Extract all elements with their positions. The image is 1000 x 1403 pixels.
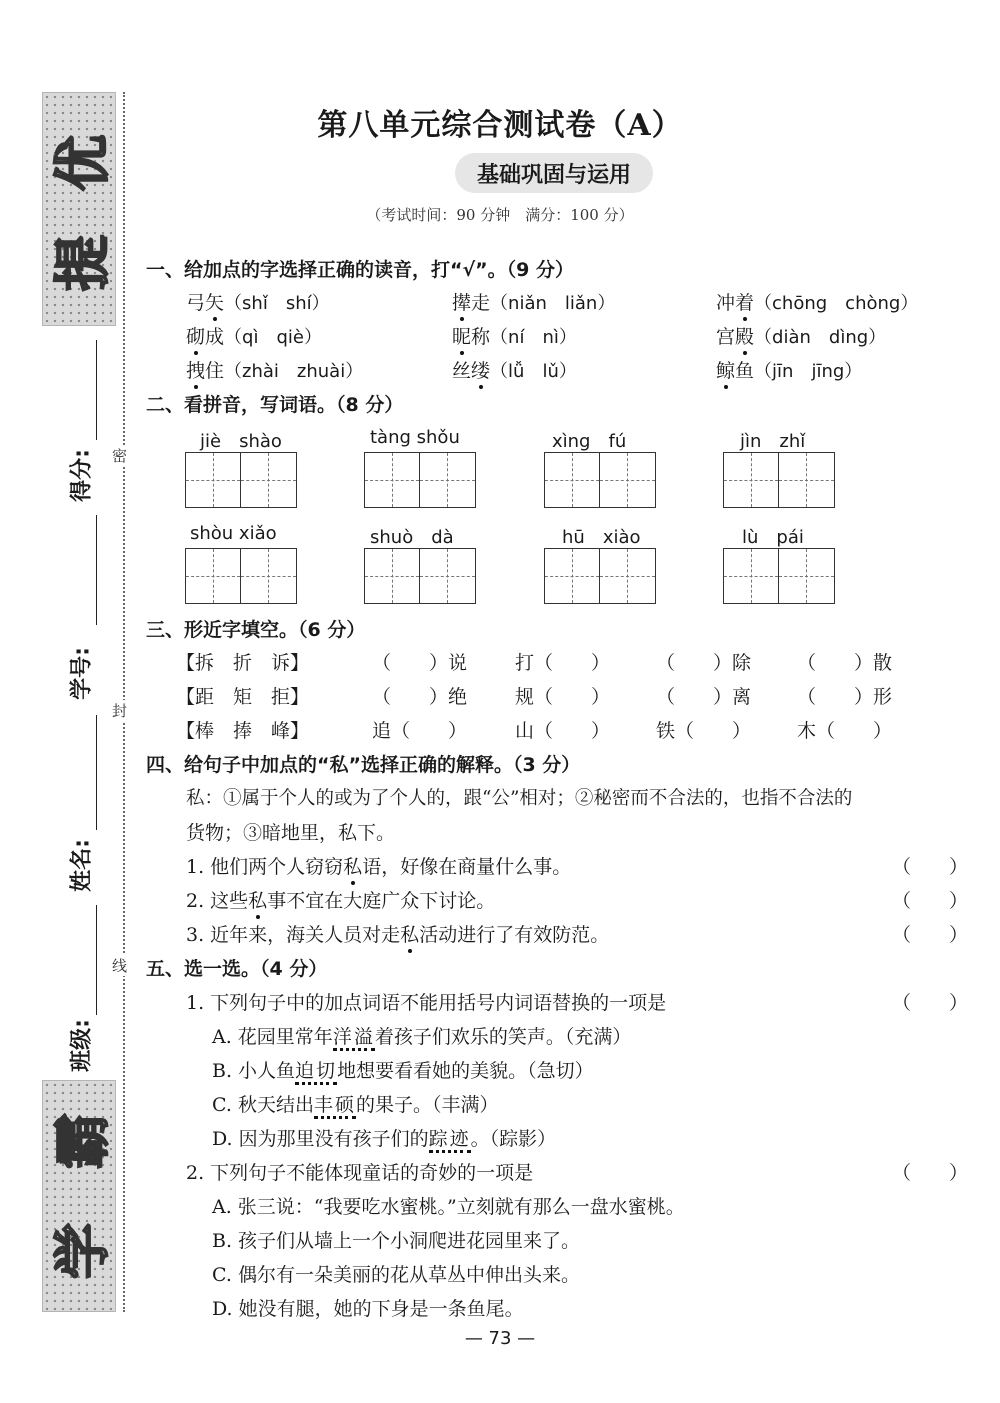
q4-definition-line-1: 私：①属于个人的或为了个人的，跟“公”相对；②秘密而不合法的，也指不合法的 bbox=[186, 788, 853, 809]
exam-time-info: （考试时间：90 分钟 满分：100 分） bbox=[366, 206, 634, 224]
brand-char-you: 优 bbox=[51, 135, 116, 191]
score-label: 得分: bbox=[69, 449, 95, 502]
q5-question-1: 1. 下列句子中的加点词语不能用括号内词语替换的一项是 bbox=[186, 992, 667, 1014]
q2-pinyin-2: tàng shǒu bbox=[370, 427, 460, 448]
writing-grid-4[interactable] bbox=[723, 452, 835, 508]
q3-blank-3-1[interactable]: 追（ ） bbox=[372, 720, 468, 742]
q5-1-option-c: C. 秋天结出丰硕的果子。（丰满） bbox=[212, 1090, 498, 1117]
q2-pinyin-6: shuò dà bbox=[370, 527, 454, 548]
q5-2-option-a: A. 张三说：“我要吃水蜜桃。”立刻就有那么一盘水蜜桃。 bbox=[212, 1196, 685, 1218]
q3-blank-2-4[interactable]: （ ）形 bbox=[797, 686, 893, 708]
q5-1-option-a: A. 花园里常年洋溢着孩子们欢乐的笑声。（充满） bbox=[212, 1022, 631, 1049]
q3-blank-3-3[interactable]: 铁（ ） bbox=[656, 720, 752, 742]
seal-char-mi: 密 bbox=[112, 447, 128, 465]
q1-heading: 一、给加点的字选择正确的读音，打“√”。（9 分） bbox=[146, 259, 574, 281]
brand-box-bottom bbox=[42, 1080, 116, 1312]
q3-blank-1-3[interactable]: （ ）除 bbox=[656, 652, 752, 674]
q5-2-option-d: D. 她没有腿，她的下身是一条鱼尾。 bbox=[212, 1298, 524, 1320]
brand-char-xue: 学 bbox=[51, 1223, 116, 1279]
page-number: — 73 — bbox=[464, 1328, 536, 1349]
page-title: 第八单元综合测试卷（A） bbox=[317, 108, 683, 143]
q1-item-2: 撵走（niǎn liǎn） bbox=[452, 292, 616, 314]
q3-blank-2-2[interactable]: 规（ ） bbox=[515, 686, 611, 708]
q2-heading: 二、看拼音，写词语。（8 分） bbox=[146, 394, 404, 416]
q3-blank-1-4[interactable]: （ ）散 bbox=[797, 652, 893, 674]
writing-grid-2[interactable] bbox=[364, 452, 476, 508]
q2-pinyin-1: jiè shào bbox=[200, 431, 282, 452]
q3-blank-3-2[interactable]: 山（ ） bbox=[515, 720, 611, 742]
q3-blank-2-1[interactable]: （ ）绝 bbox=[372, 686, 468, 708]
q3-heading: 三、形近字填空。（6 分） bbox=[146, 619, 366, 641]
q3-blank-3-4[interactable]: 木（ ） bbox=[797, 720, 893, 742]
side-rule-1 bbox=[96, 340, 97, 440]
q2-pinyin-8: lù pái bbox=[742, 527, 804, 548]
side-rule-3 bbox=[96, 715, 97, 830]
q5-answer-1[interactable]: （ ） bbox=[892, 992, 969, 1014]
q1-item-7: 拽住（zhài zhuài） bbox=[186, 360, 364, 382]
q4-answer-3[interactable]: （ ） bbox=[892, 924, 969, 946]
q1-item-4: 砌成（qì qiè） bbox=[186, 326, 322, 348]
student-id-label: 学号: bbox=[69, 647, 95, 700]
q4-sentence-1: 1. 他们两个人窃窃私语，好像在商量什么事。 bbox=[186, 856, 572, 878]
seal-char-feng: 封 bbox=[112, 702, 128, 720]
q1-item-3: 冲着（chōng chòng） bbox=[716, 292, 919, 314]
q1-item-5: 昵称（ní nì） bbox=[452, 326, 577, 348]
writing-grid-5[interactable] bbox=[185, 548, 297, 604]
brand-char-ba: 霸 bbox=[51, 1113, 116, 1169]
q4-heading: 四、给句子中加点的“私”选择正确的解释。（3 分） bbox=[146, 754, 581, 776]
brand-char-ti: 提 bbox=[51, 235, 116, 291]
writing-grid-6[interactable] bbox=[364, 548, 476, 604]
q3-blank-1-2[interactable]: 打（ ） bbox=[515, 652, 611, 674]
writing-grid-8[interactable] bbox=[723, 548, 835, 604]
class-label: 班级: bbox=[69, 1019, 95, 1072]
writing-grid-3[interactable] bbox=[544, 452, 656, 508]
seal-char-xian: 线 bbox=[112, 957, 128, 975]
q4-definition-line-2: 货物；③暗地里，私下。 bbox=[186, 822, 396, 844]
q4-sentence-3: 3. 近年来，海关人员对走私活动进行了有效防范。 bbox=[186, 924, 610, 946]
q3-group-3: 【棒 捧 峰】 bbox=[176, 720, 310, 742]
q1-item-1: 弓矢（shǐ shí） bbox=[186, 292, 330, 314]
q1-item-9: 鲸鱼（jīn jīng） bbox=[716, 360, 863, 382]
q2-pinyin-5: shòu xiǎo bbox=[190, 523, 277, 544]
q1-item-6: 宫殿（diàn dìng） bbox=[716, 326, 887, 348]
q5-heading: 五、选一选。（4 分） bbox=[146, 958, 328, 980]
q4-sentence-2: 2. 这些私事不宜在大庭广众下讨论。 bbox=[186, 890, 496, 912]
q5-answer-2[interactable]: （ ） bbox=[892, 1162, 969, 1184]
q3-blank-2-3[interactable]: （ ）离 bbox=[656, 686, 752, 708]
q5-1-option-d: D. 因为那里没有孩子们的踪迹。（踪影） bbox=[212, 1124, 556, 1151]
q3-group-1: 【拆 折 诉】 bbox=[176, 652, 310, 674]
name-label: 姓名: bbox=[69, 839, 95, 892]
side-rule-2 bbox=[96, 515, 97, 625]
q2-pinyin-4: jìn zhǐ bbox=[740, 431, 806, 452]
q4-answer-1[interactable]: （ ） bbox=[892, 856, 969, 878]
q4-answer-2[interactable]: （ ） bbox=[892, 890, 969, 912]
side-rule-4 bbox=[96, 905, 97, 1015]
page-subtitle: 基础巩固与运用 bbox=[476, 163, 631, 188]
writing-grid-1[interactable] bbox=[185, 452, 297, 508]
writing-grid-7[interactable] bbox=[544, 548, 656, 604]
q5-2-option-c: C. 偶尔有一朵美丽的花从草丛中伸出头来。 bbox=[212, 1264, 580, 1286]
q5-question-2: 2. 下列句子不能体现童话的奇妙的一项是 bbox=[186, 1162, 534, 1184]
q3-blank-1-1[interactable]: （ ）说 bbox=[372, 652, 468, 674]
q5-1-option-b: B. 小人鱼迫切地想要看看她的美貌。（急切） bbox=[212, 1056, 594, 1083]
q3-group-2: 【距 矩 拒】 bbox=[176, 686, 310, 708]
q1-item-8: 丝缕（lǚ lǔ） bbox=[452, 360, 577, 382]
q2-pinyin-7: hū xiào bbox=[562, 527, 641, 548]
q5-2-option-b: B. 孩子们从墙上一个小洞爬进花园里来了。 bbox=[212, 1230, 581, 1252]
q2-pinyin-3: xìng fú bbox=[552, 431, 627, 452]
